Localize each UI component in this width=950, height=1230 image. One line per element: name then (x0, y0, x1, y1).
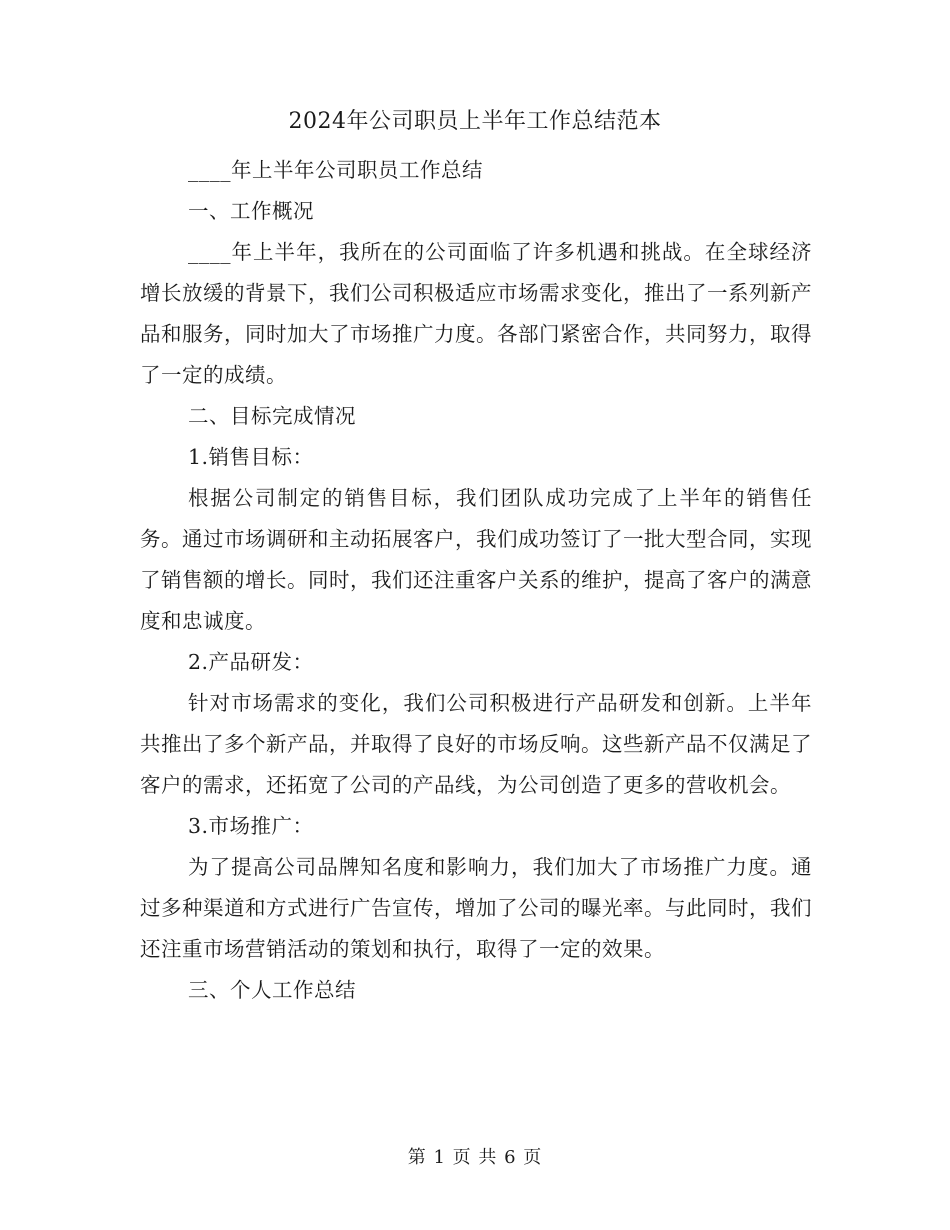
subheading-product-rd: 2.产品研发： (188, 650, 314, 674)
subheading-sales: 1.销售目标： (188, 445, 314, 469)
sales-paragraph: 根据公司制定的销售目标，我们团队成功完成了上半年的销售任务。通过市场调研和主动拓展客户，我们成功签订了一批大型合同，实现了销售额的增长。同时，我们还注重客户关系的维护，提高了客户的满意度和忠诚度。 (140, 486, 812, 633)
document-body (140, 150, 812, 1011)
section-heading-goals: 二、目标完成情况 (188, 404, 356, 428)
page-number-footer: 第 1 页 共 6 页 (407, 1147, 543, 1168)
product-rd-paragraph: 针对市场需求的变化，我们公司积极进行产品研发和创新。上半年共推出了多个新产品，并取得了良好的市场反响。这些新产品不仅满足了客户的需求，还拓宽了公司的产品线，为公司创造了更多的营收机会。 (140, 691, 812, 797)
marketing-paragraph: 为了提高公司品牌知名度和影响力，我们加大了市场推广力度。通过多种渠道和方式进行广告宣传，增加了公司的曝光率。与此同时，我们还注重市场营销活动的策划和执行，取得了一定的效果。 (140, 855, 812, 961)
document-title: 2024年公司职员上半年工作总结范本 (288, 109, 662, 134)
overview-paragraph: ____年上半年，我所在的公司面临了许多机遇和挑战。在全球经济增长放缓的背景下，我们公司积极适应市场需求变化，推出了一系列新产品和服务，同时加大了市场推广力度。各部门紧密合作，共同努力，取得了一定的成绩。 (140, 240, 812, 387)
subtitle-paragraph: ____年上半年公司职员工作总结 (188, 158, 483, 182)
section-heading-personal: 三、个人工作总结 (188, 978, 356, 1002)
section-heading-overview: 一、工作概况 (188, 199, 314, 223)
subheading-marketing: 3.市场推广： (188, 814, 314, 838)
